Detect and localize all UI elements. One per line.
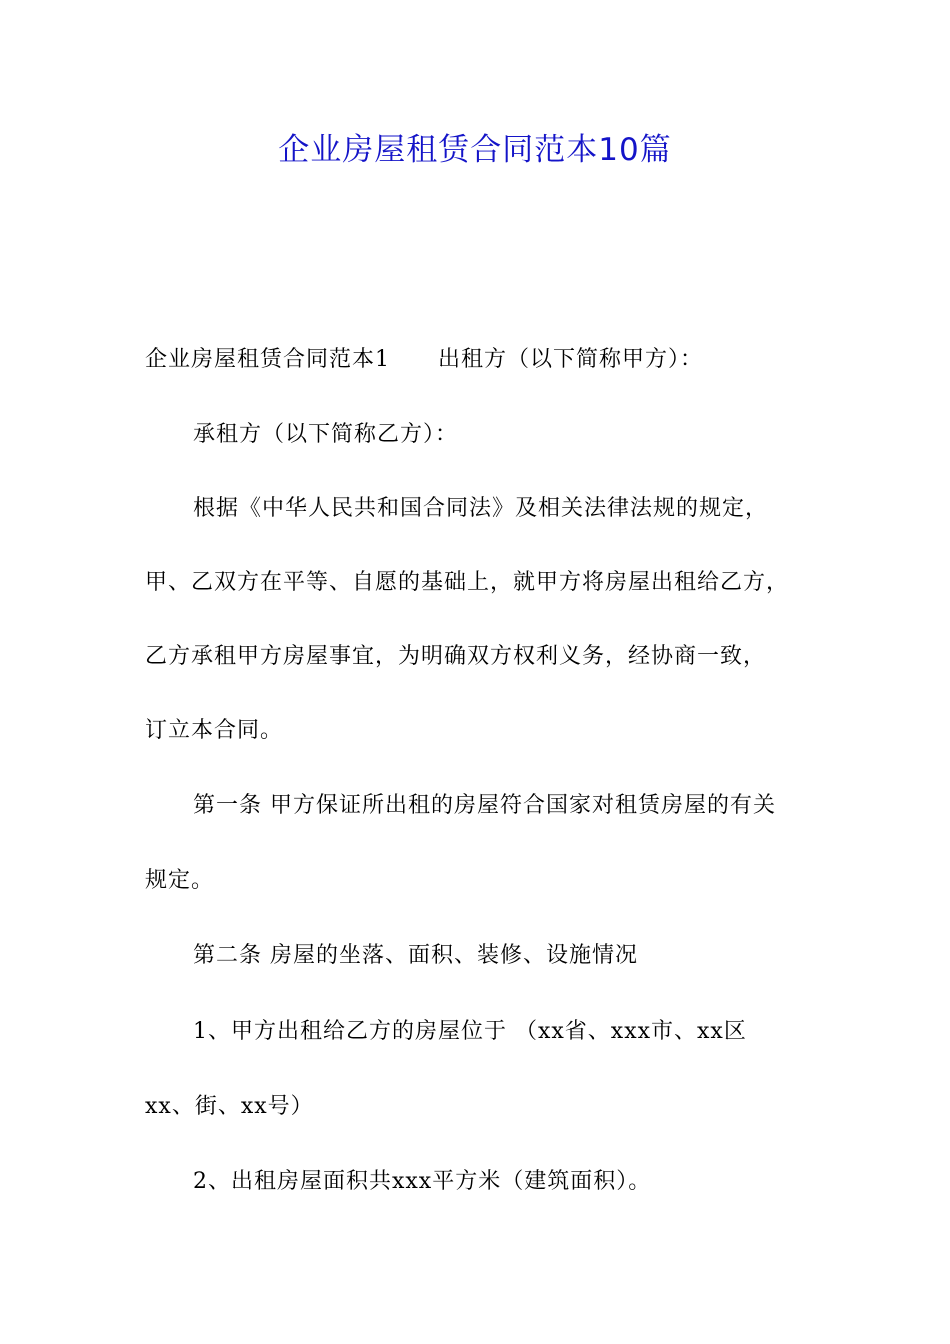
- lessor-label: 出租方（以下简称甲方）：: [438, 347, 704, 372]
- section-heading: 企业房屋租赁合同范本1: [145, 347, 390, 372]
- paragraph-line: [145, 345, 703, 375]
- paragraph-line: 根据《中华人民共和国合同法》及相关法律法规的规定，: [193, 496, 769, 521]
- paragraph-line: 甲、乙双方在平等、自愿的基础上，就甲方将房屋出租给乙方，: [145, 570, 790, 595]
- lessee-label: 承租方（以下简称乙方）：: [193, 422, 459, 447]
- document-title: 企业房屋租赁合同范本10篇: [278, 132, 672, 168]
- paragraph-line: 乙方承租甲方房屋事宜，为明确双方权利义务，经协商一致，: [145, 644, 767, 669]
- clause-line: 2、出租房屋面积共xxx平方米（建筑面积）。: [193, 1169, 652, 1194]
- article-line: 规定。: [145, 868, 215, 893]
- paragraph-line: 订立本合同。: [145, 718, 284, 743]
- clause-line: xx、街、xx号）: [145, 1094, 314, 1119]
- article-line: 第二条 房屋的坐落、面积、装修、设施情况: [193, 943, 638, 968]
- article-line: 第一条 甲方保证所出租的房屋符合国家对租赁房屋的有关: [193, 793, 776, 818]
- clause-line: 1、甲方出租给乙方的房屋位于 （xx省、xxx市、xx区: [193, 1019, 747, 1044]
